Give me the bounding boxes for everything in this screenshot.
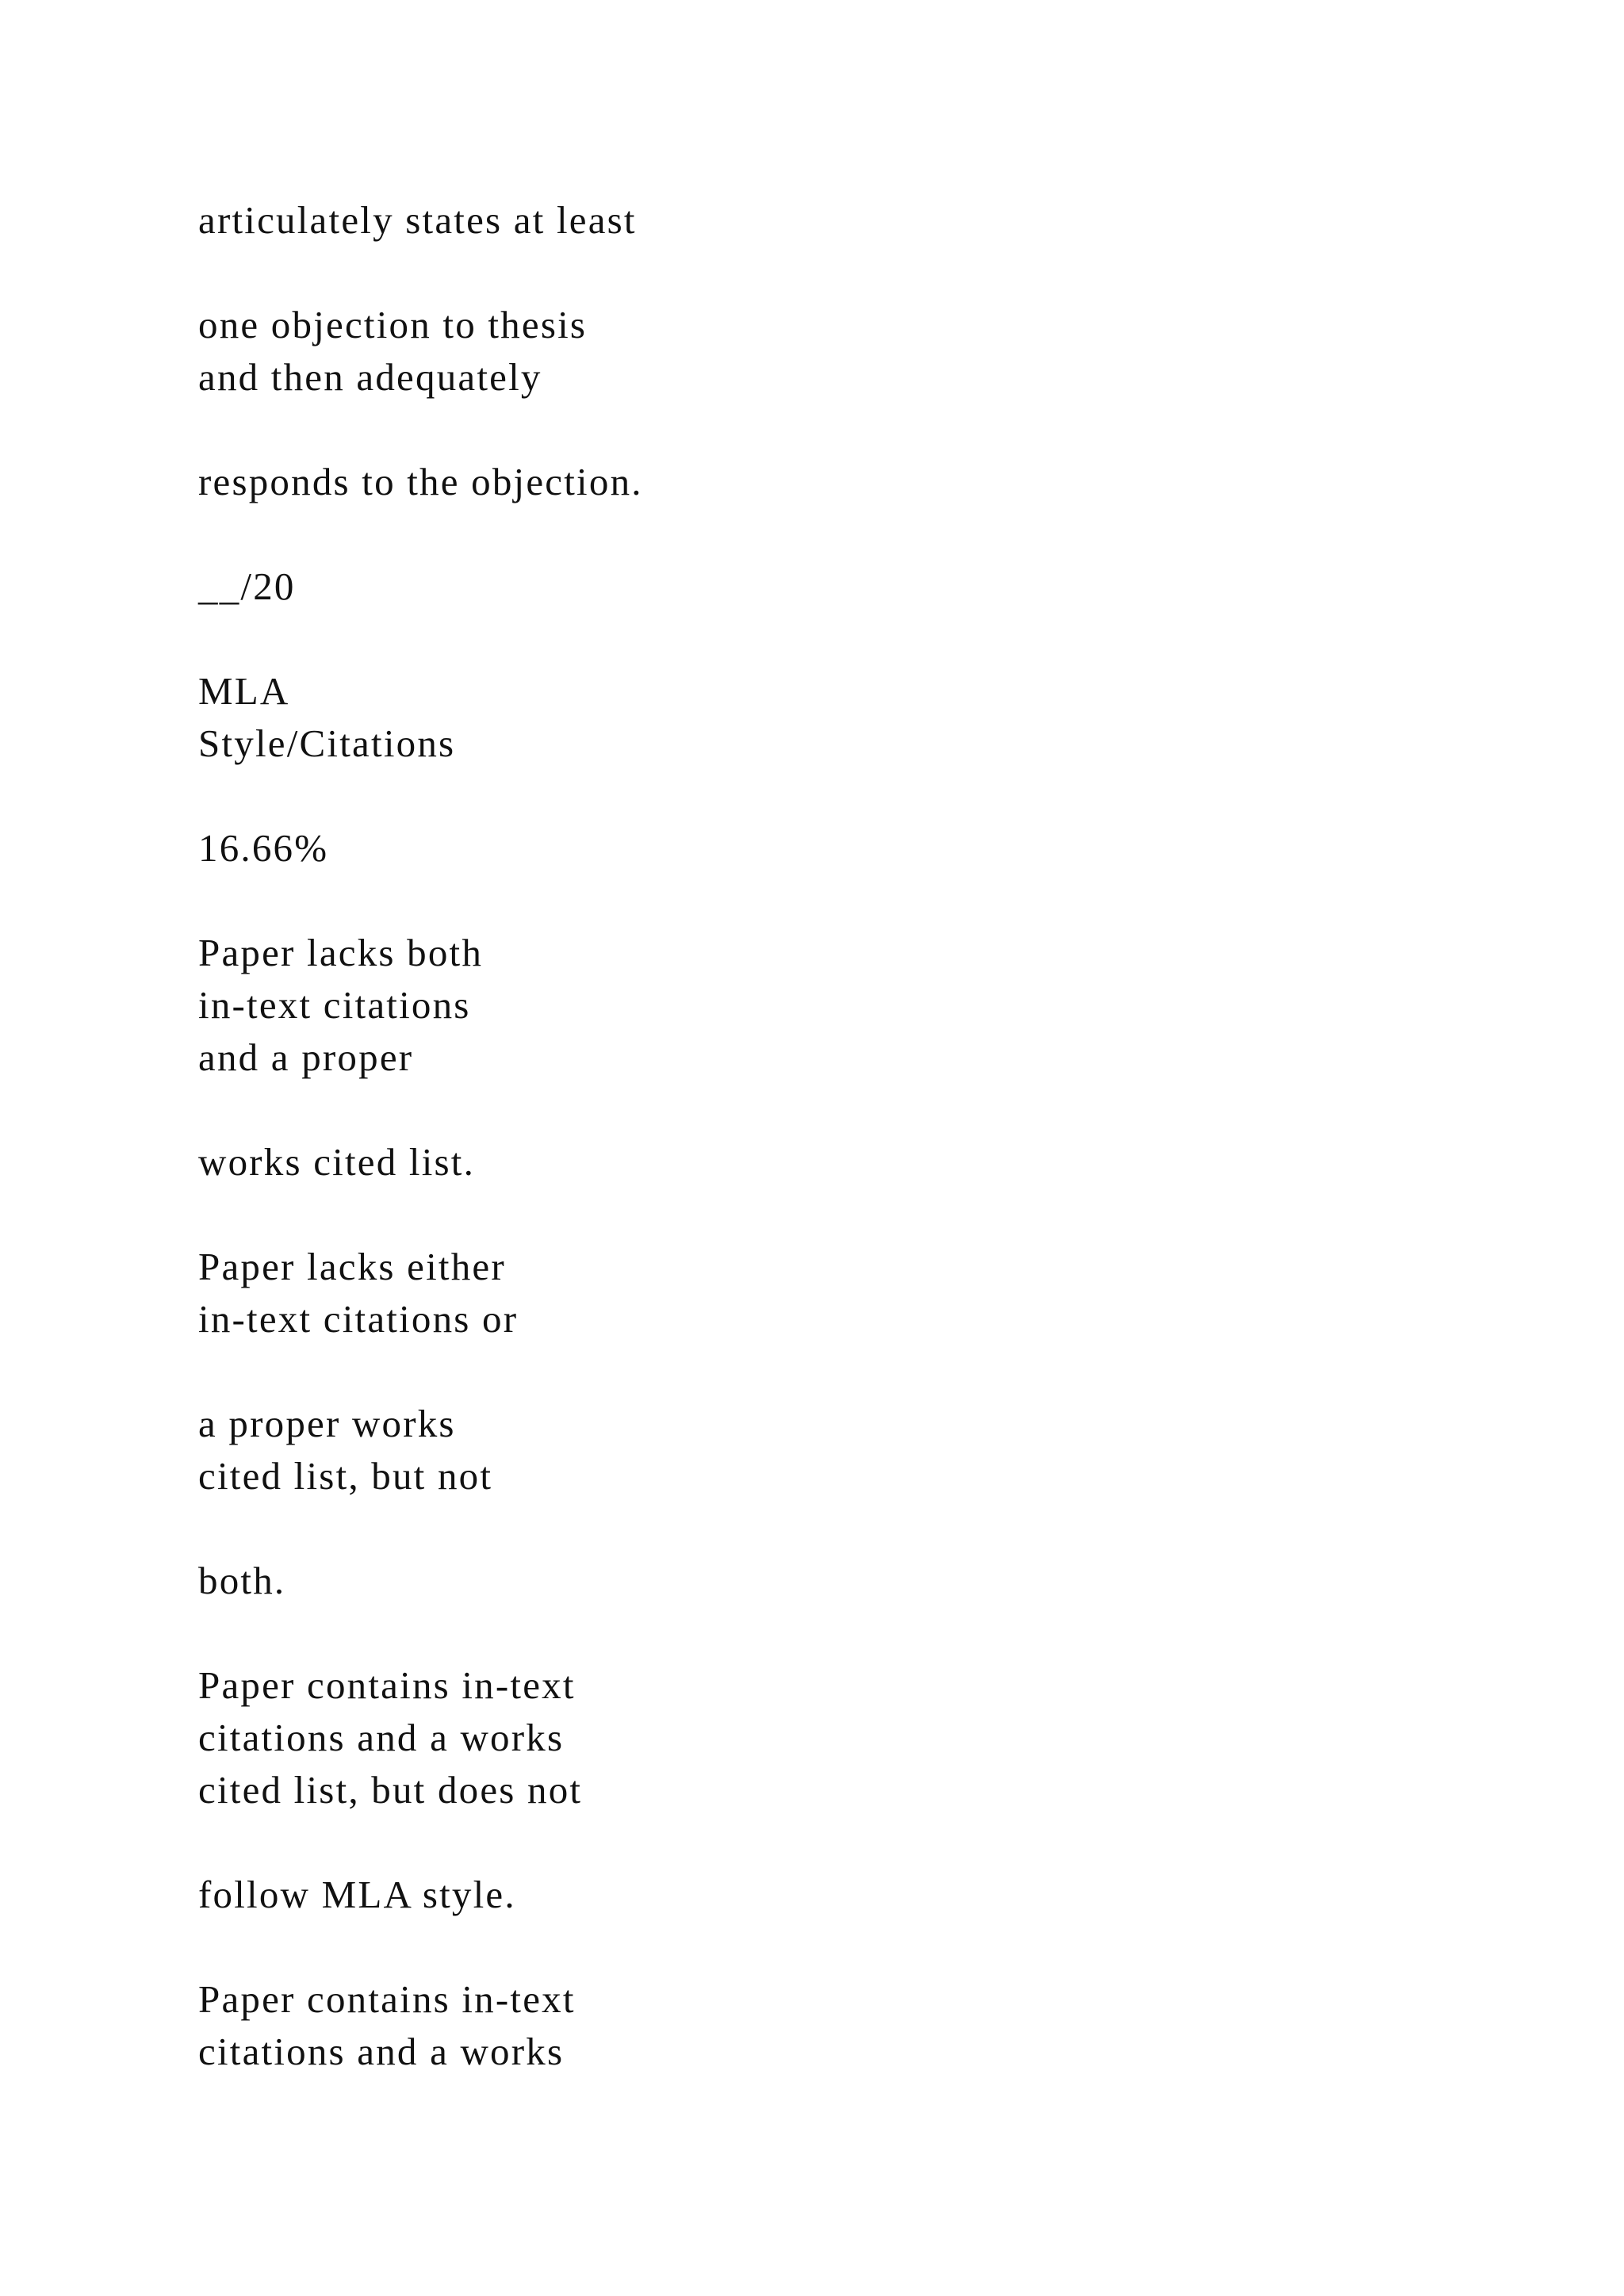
blank-line [198, 1607, 1467, 1659]
criterion-weight: 16.66% [198, 826, 329, 870]
blank-line [198, 1188, 1467, 1241]
text-line: follow MLA style. [198, 1873, 516, 1916]
text-line: Paper lacks either [198, 1245, 506, 1288]
blank-line [198, 613, 1467, 665]
blank-line [198, 1816, 1467, 1869]
text-line: cited list, but does not [198, 1768, 583, 1812]
text-line: a proper works [198, 1402, 456, 1445]
score-blank: __/20 [198, 564, 296, 608]
blank-line [198, 247, 1467, 299]
text-line: and then adequately [198, 355, 542, 399]
text-line: one objection to thesis [198, 303, 588, 346]
text-line: citations and a works [198, 1716, 565, 1759]
text-line: in-text citations or [198, 1297, 519, 1341]
blank-line [198, 404, 1467, 456]
blank-line [198, 1502, 1467, 1555]
blank-line [198, 1345, 1467, 1398]
criterion-title: MLA [198, 669, 290, 713]
criterion-title: Style/Citations [198, 721, 456, 765]
blank-line [198, 770, 1467, 822]
text-line: works cited list. [198, 1140, 476, 1184]
text-line: responds to the objection. [198, 460, 643, 503]
text-line: Paper contains in-text [198, 1977, 576, 2021]
document-text [198, 194, 1467, 2078]
text-line: Paper lacks both [198, 931, 484, 974]
blank-line [198, 874, 1467, 927]
text-line: articulately states at least [198, 198, 637, 242]
text-line: in-text citations [198, 983, 471, 1027]
text-line: citations and a works [198, 2030, 565, 2073]
text-line: and a proper [198, 1035, 414, 1079]
blank-line [198, 508, 1467, 561]
blank-line [198, 1084, 1467, 1136]
text-line: Paper contains in-text [198, 1663, 576, 1707]
text-line: both. [198, 1559, 286, 1602]
text-line: cited list, but not [198, 1454, 493, 1498]
blank-line [198, 1921, 1467, 1973]
